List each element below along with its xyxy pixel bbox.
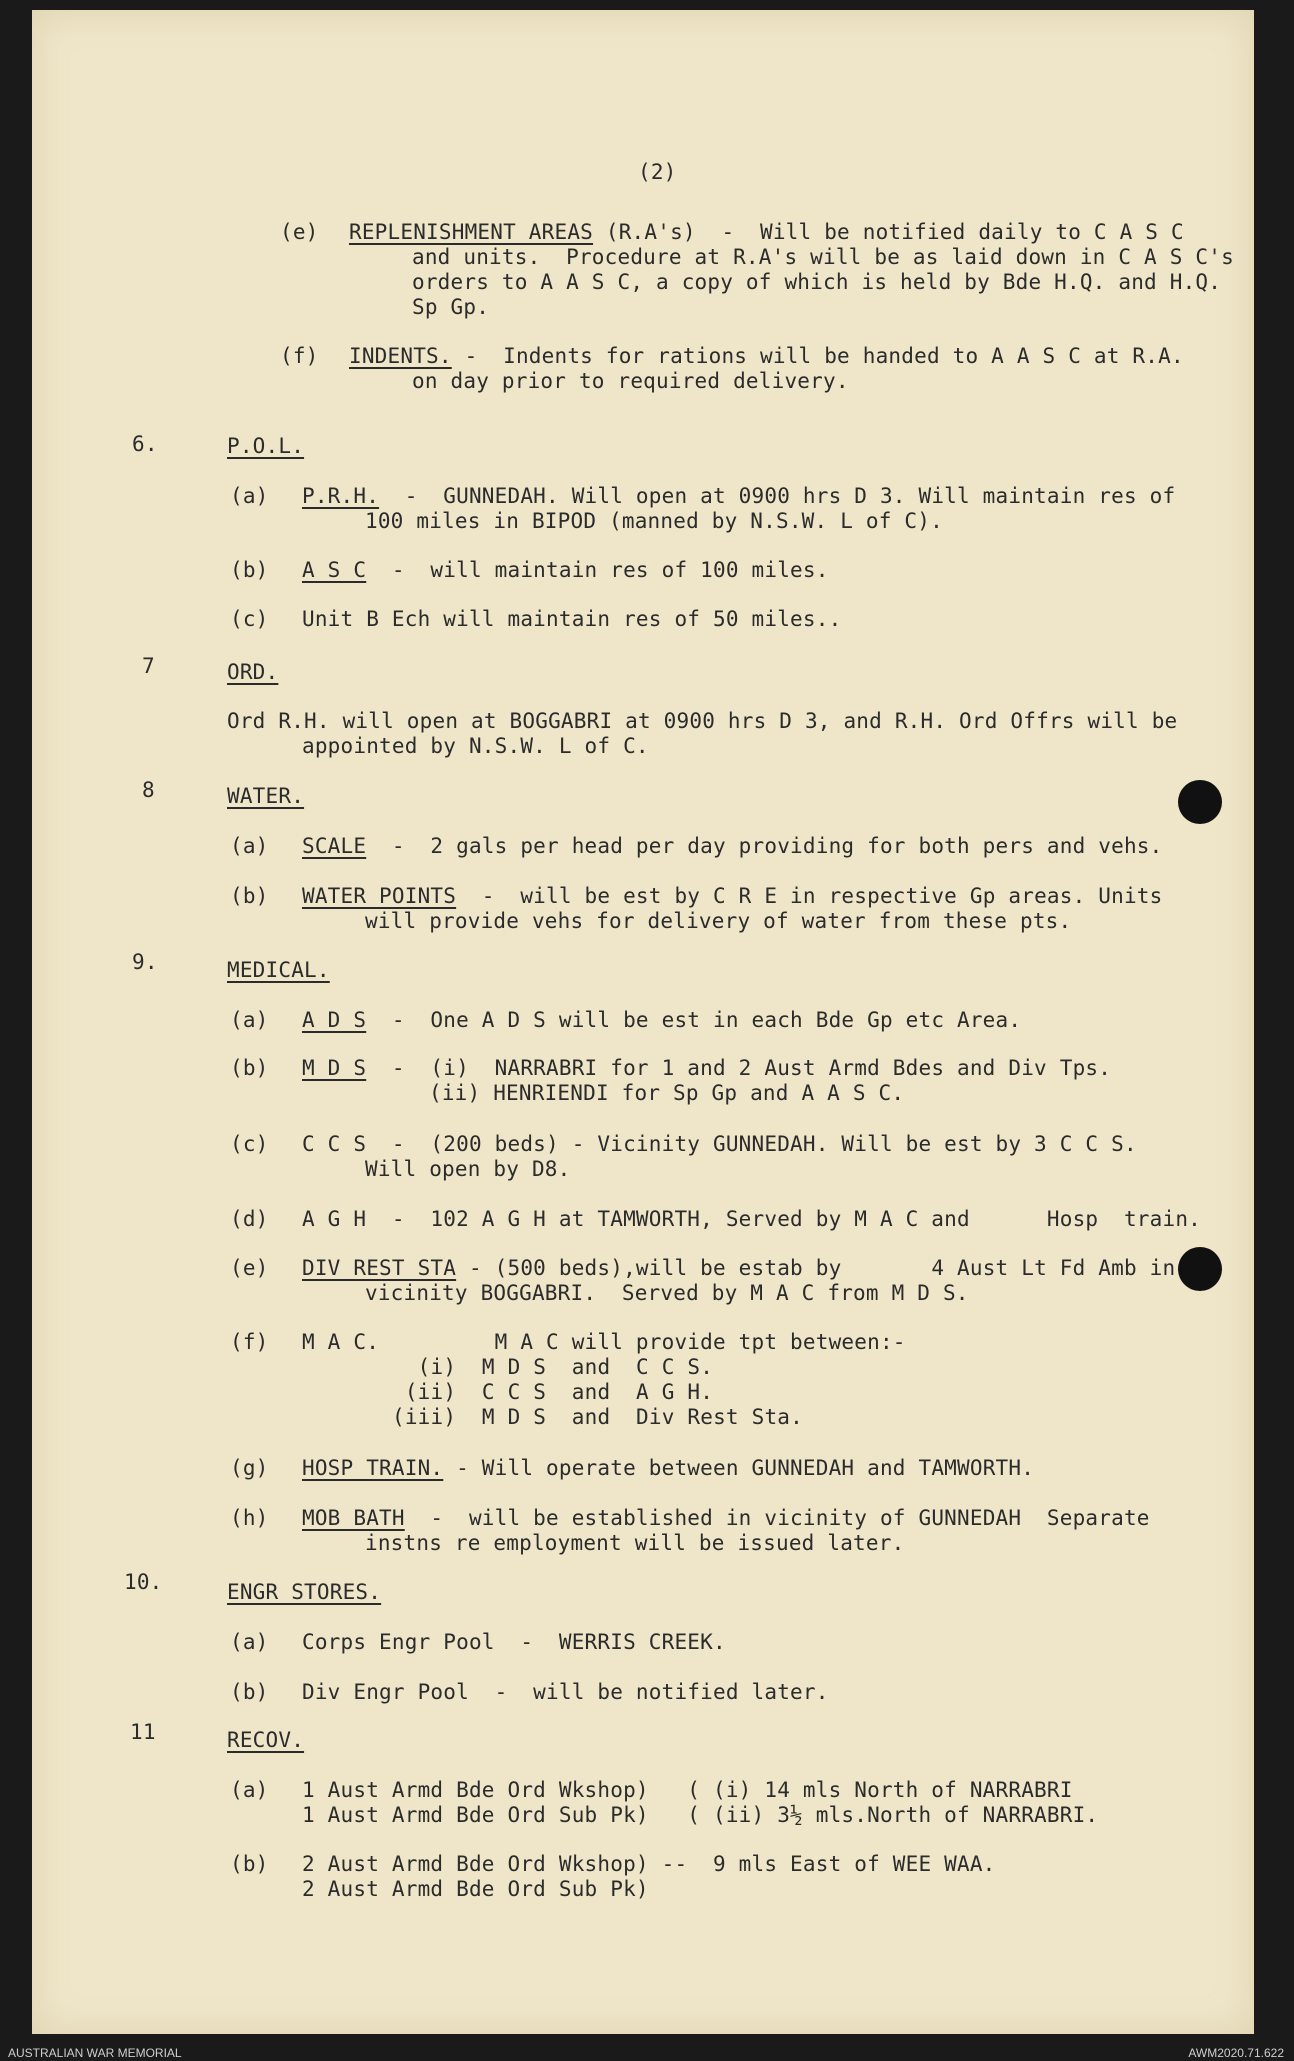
punch-hole — [1178, 1247, 1222, 1291]
item-line — [302, 1008, 1021, 1033]
item-text: - (500 beds),will be estab by 4 Aust Lt Fd Amb in — [456, 1256, 1176, 1280]
item-line: 2 Aust Armd Bde Ord Wkshop) -- 9 mls East of WEE WAA. — [302, 1852, 996, 1876]
item-line: M A C. M A C will provide tpt between:- — [302, 1330, 906, 1354]
item-line: and units. Procedure at R.A's will be as laid down in C A S C's — [412, 245, 1234, 269]
item-line: Will open by D8. — [365, 1157, 571, 1181]
item-text: - will be est by C R E in respective Gp areas. Units — [456, 884, 1163, 908]
footer-accession: AWM2020.71.622 — [1188, 2046, 1284, 2060]
item-heading: A S C — [302, 558, 367, 582]
item-letter: (c) — [230, 1132, 269, 1156]
item-line: A G H - 102 A G H at TAMWORTH, Served by M A C and Hosp train. — [302, 1207, 1202, 1231]
item-line: Sp Gp. — [412, 295, 490, 319]
section-title: ENGR STORES. — [227, 1580, 382, 1604]
item-line: appointed by N.S.W. L of C. — [302, 734, 649, 758]
item-letter: (a) — [230, 1778, 269, 1802]
item-line: on day prior to required delivery. — [412, 369, 849, 393]
section-number: 11 — [130, 1720, 156, 1744]
item-letter: (b) — [230, 884, 269, 908]
footer-bar — [0, 2034, 1294, 2061]
item-letter: (b) — [230, 1056, 269, 1080]
item-line — [302, 1456, 1034, 1481]
item-heading: INDENTS. — [349, 344, 452, 368]
item-letter: (e) — [280, 220, 319, 244]
item-letter: (b) — [230, 1852, 269, 1876]
section-title: RECOV. — [227, 1728, 305, 1752]
item-text: - will be established in vicinity of GUNNEDAH Separate — [404, 1506, 1150, 1530]
item-line: will provide vehs for delivery of water from these pts. — [365, 909, 1072, 933]
item-line: orders to A A S C, a copy of which is held by Bde H.Q. and H.Q. — [412, 270, 1222, 294]
punch-hole — [1178, 780, 1222, 824]
section-number: 10. — [124, 1570, 163, 1594]
item-line: Div Engr Pool - will be notified later. — [302, 1680, 829, 1704]
section-title: P.O.L. — [227, 434, 305, 458]
item-letter: (g) — [230, 1456, 269, 1480]
item-heading: HOSP TRAIN. — [302, 1456, 444, 1480]
item-text: - (i) NARRABRI for 1 and 2 Aust Armd Bdes and Div Tps. — [366, 1056, 1112, 1080]
item-line: vicinity BOGGABRI. Served by M A C from M D S. — [365, 1281, 969, 1305]
section-title: MEDICAL. — [227, 958, 330, 982]
page-number: (2) — [638, 160, 677, 184]
item-letter: (a) — [230, 1008, 269, 1032]
section-number: 7 — [142, 654, 155, 678]
item-line: Ord R.H. will open at BOGGABRI at 0900 hrs D 3, and R.H. Ord Offrs will be — [227, 709, 1178, 733]
section-number: 8 — [142, 778, 155, 802]
item-line — [302, 884, 1163, 909]
item-heading: A D S — [302, 1008, 367, 1032]
item-line — [302, 484, 1175, 509]
item-text: - GUNNEDAH. Will open at 0900 hrs D 3. Will maintain res of — [379, 484, 1176, 508]
item-line — [302, 1506, 1150, 1531]
item-line: 1 Aust Armd Bde Ord Sub Pk) ( (ii) 3½ mls.North of NARRABRI. — [302, 1803, 1099, 1827]
item-letter: (c) — [230, 607, 269, 631]
item-heading: P.R.H. — [302, 484, 380, 508]
item-letter: (b) — [230, 1680, 269, 1704]
item-letter: (a) — [230, 834, 269, 858]
section-title: ORD. — [227, 660, 279, 684]
item-letter: (f) — [230, 1330, 269, 1354]
item-letter: (h) — [230, 1506, 269, 1530]
item-letter: (b) — [230, 558, 269, 582]
item-letter: (a) — [230, 1630, 269, 1654]
item-line — [302, 558, 829, 583]
item-line — [349, 220, 1184, 245]
item-text: - will maintain res of 100 miles. — [366, 558, 829, 582]
item-text: - Will operate between GUNNEDAH and TAMWORTH. — [443, 1456, 1035, 1480]
item-line — [302, 1256, 1175, 1281]
item-text: (R.A's) - Will be notified daily to C A S C — [593, 220, 1184, 244]
sub-item: (iii) M D S and Div Rest Sta. — [392, 1405, 803, 1429]
item-line: 2 Aust Armd Bde Ord Sub Pk) — [302, 1877, 649, 1901]
item-letter: (f) — [280, 344, 319, 368]
document-page — [32, 10, 1254, 2034]
item-heading: DIV REST STA — [302, 1256, 457, 1280]
section-title: WATER. — [227, 784, 305, 808]
section-number: 6. — [132, 432, 158, 456]
footer-credit: AUSTRALIAN WAR MEMORIAL — [8, 2046, 182, 2060]
sub-item: (i) M D S and C C S. — [392, 1355, 714, 1379]
sub-item: (ii) C C S and A G H. — [392, 1380, 714, 1404]
section-number: 9. — [132, 950, 158, 974]
item-line — [349, 344, 1184, 369]
item-heading: REPLENISHMENT AREAS — [349, 220, 594, 244]
item-heading: MOB BATH — [302, 1506, 405, 1530]
item-line: instns re employment will be issued later. — [365, 1531, 905, 1555]
item-line — [302, 834, 1163, 859]
item-text: - One A D S will be est in each Bde Gp etc Area. — [366, 1008, 1022, 1032]
item-heading: SCALE — [302, 834, 367, 858]
item-line: 1 Aust Armd Bde Ord Wkshop) ( (i) 14 mls North of NARRABRI — [302, 1778, 1073, 1802]
item-text: - 2 gals per head per day providing for both pers and vehs. — [366, 834, 1163, 858]
item-line: C C S - (200 beds) - Vicinity GUNNEDAH. Will be est by 3 C C S. — [302, 1132, 1137, 1156]
item-text: - Indents for rations will be handed to A A S C at R.A. — [451, 344, 1184, 368]
item-line: 100 miles in BIPOD (manned by N.S.W. L of C). — [365, 509, 943, 533]
item-heading: M D S — [302, 1056, 367, 1080]
item-letter: (a) — [230, 484, 269, 508]
item-letter: (d) — [230, 1207, 269, 1231]
item-line: Unit B Ech will maintain res of 50 miles.. — [302, 607, 842, 631]
item-line: Corps Engr Pool - WERRIS CREEK. — [302, 1630, 726, 1654]
item-heading: WATER POINTS — [302, 884, 457, 908]
item-letter: (e) — [230, 1256, 269, 1280]
item-line: (ii) HENRIENDI for Sp Gp and A A S C. — [429, 1081, 905, 1105]
item-line — [302, 1056, 1111, 1081]
